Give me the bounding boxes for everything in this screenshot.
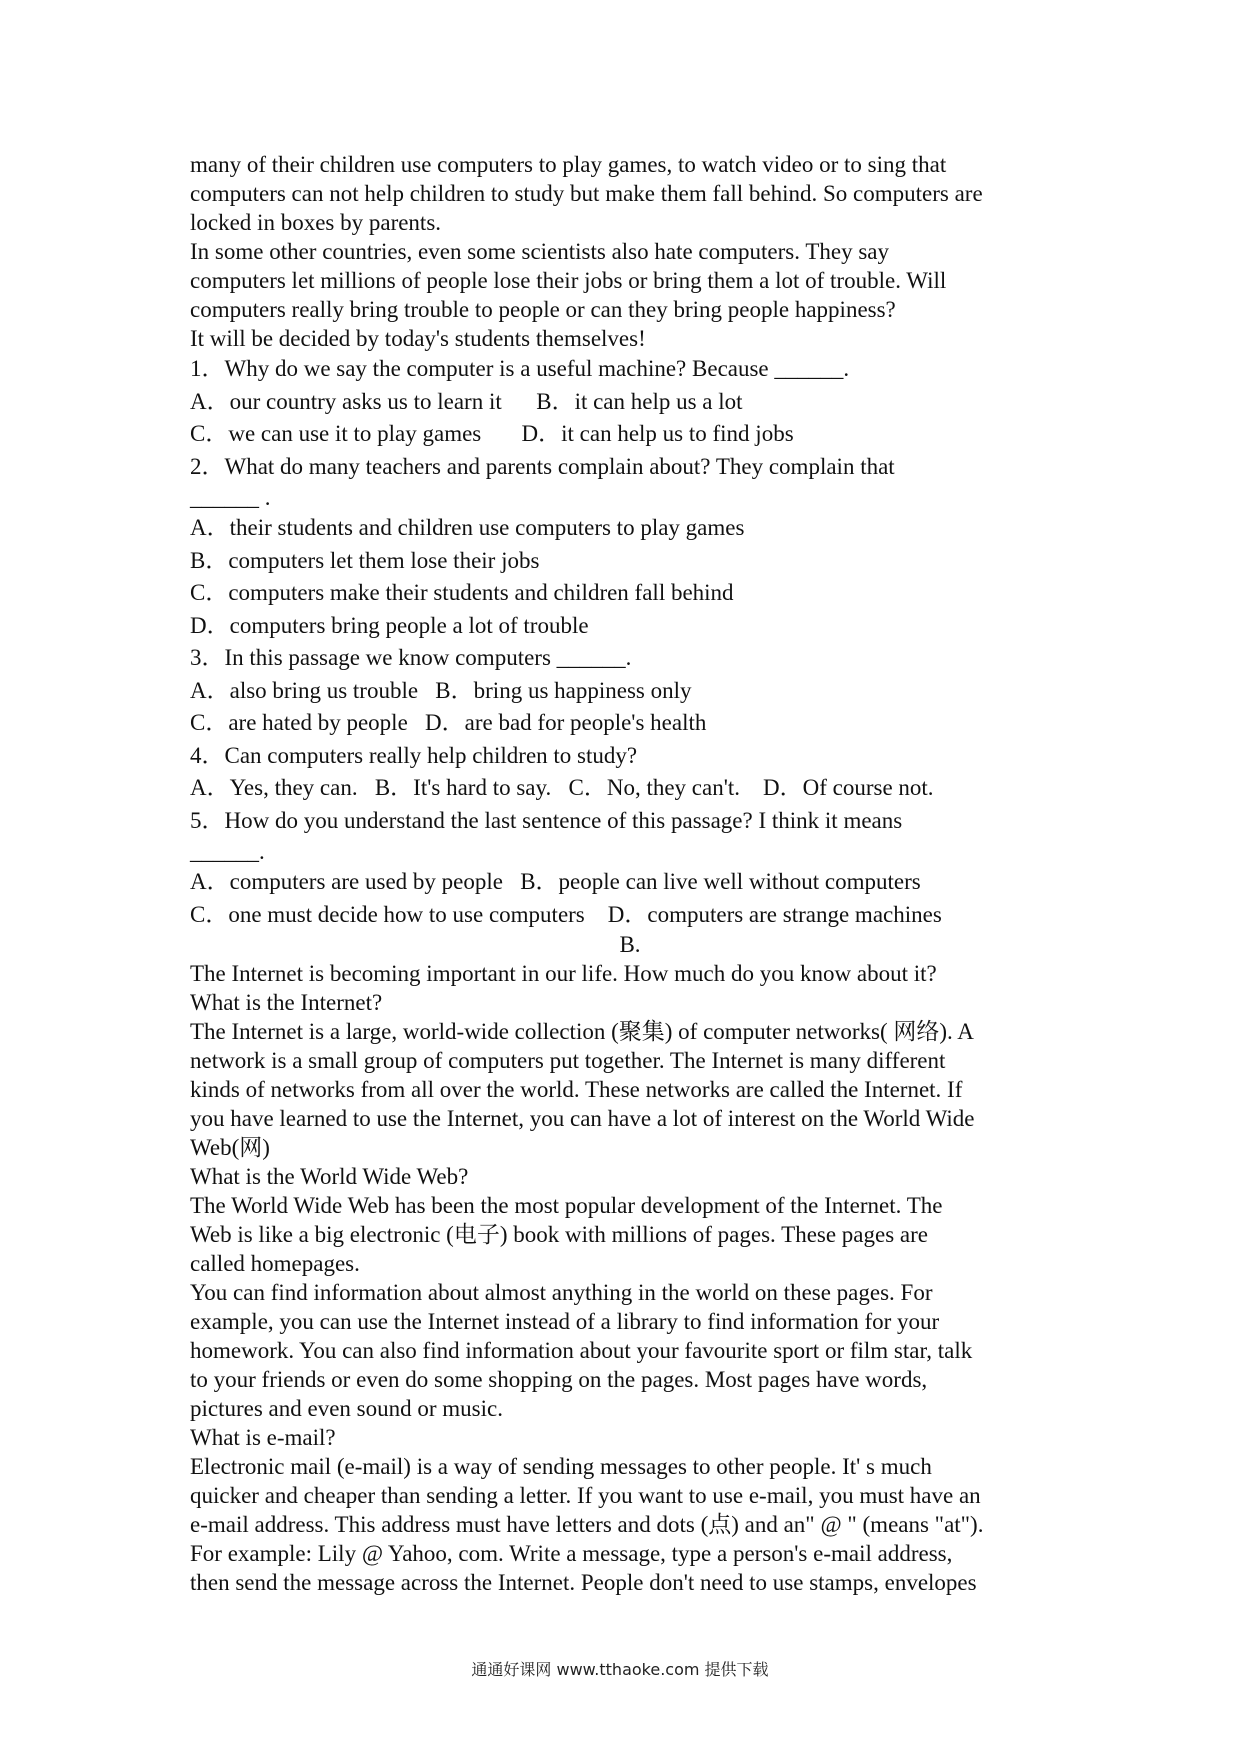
passage-b-line: to your friends or even do some shopping on the pages. Most pages have words, <box>190 1367 928 1392</box>
page-footer: 通通好课网 www.tthaoke.com 提供下载 <box>471 1660 769 1679</box>
passage-b-line: pictures and even sound or music. <box>190 1396 503 1421</box>
passage-b-line: quicker and cheaper than sending a letter. If you want to use e-mail, you must have an <box>190 1483 981 1508</box>
question-options: A．computers are used by people B．people can live well without computers <box>190 869 921 894</box>
question-options: C．one must decide how to use computers D．computers are strange machines <box>190 901 942 927</box>
passage-a-line: It will be decided by today's students themselves! <box>190 326 646 351</box>
question-option: D．computers bring people a lot of trouble <box>190 612 589 638</box>
passage-b-line: The Internet is becoming important in our life. How much do you know about it? <box>190 961 937 986</box>
passage-b <box>190 959 1070 1597</box>
passage-b-line: you have learned to use the Internet, you can have a lot of interest on the World Wide <box>190 1106 975 1131</box>
question-stem: 4．Can computers really help children to study? <box>190 742 638 768</box>
question-options: A．Yes, they can. B．It's hard to say. C．No, they can't. D．Of course not. <box>190 775 934 800</box>
passage-b-line: The Internet is a large, world-wide collection (聚集) of computer networks( 网络). A <box>190 1019 974 1044</box>
passage-b-line: called homepages. <box>190 1251 360 1276</box>
passage-b-heading: What is e-mail? <box>190 1425 336 1450</box>
question-1 <box>190 353 1070 451</box>
passage-b-heading: What is the World Wide Web? <box>190 1164 469 1189</box>
passage-b-line: For example: Lily @ Yahoo, com. Write a message, type a person's e-mail address, <box>190 1541 953 1566</box>
passage-a-line: many of their children use computers to play games, to watch video or to sing that <box>190 152 947 177</box>
question-blank: ______ . <box>190 485 271 510</box>
question-option: A．their students and children use computers to play games <box>190 515 745 540</box>
question-option: B．computers let them lose their jobs <box>190 547 540 573</box>
passage-b-line: kinds of networks from all over the world. These networks are called the Internet. If <box>190 1077 963 1102</box>
document-page <box>190 150 1070 1597</box>
passage-b-line: e-mail address. This address must have letters and dots (点) and an" @ " (means "at"). <box>190 1512 984 1537</box>
question-2 <box>190 451 1070 643</box>
question-stem: 2．What do many teachers and parents complain about? They complain that <box>190 453 895 479</box>
passage-b-heading: What is the Internet? <box>190 990 383 1015</box>
question-stem: 5．How do you understand the last sentence of this passage? I think it means <box>190 807 903 833</box>
passage-b-line: Web(网) <box>190 1135 270 1160</box>
question-5 <box>190 805 1070 932</box>
section-b-label: B. <box>619 932 641 957</box>
question-options: A．also bring us trouble B．bring us happiness only <box>190 677 692 703</box>
passage-b-line: The World Wide Web has been the most popular development of the Internet. The <box>190 1193 943 1218</box>
question-option: C．computers make their students and children fall behind <box>190 580 734 605</box>
passage-a-tail <box>190 150 1070 353</box>
question-options: C．we can use it to play games D．it can help us to find jobs <box>190 421 794 446</box>
passage-b-line: network is a small group of computers put together. The Internet is many different <box>190 1048 946 1073</box>
passage-b-line: Electronic mail (e-mail) is a way of sending messages to other people. It' s much <box>190 1454 932 1479</box>
passage-a-line: computers let millions of people lose their jobs or bring them a lot of trouble. Will <box>190 268 947 293</box>
passage-b-line: example, you can use the Internet instead of a library to find information for your <box>190 1309 940 1334</box>
passage-a-line: computers really bring trouble to people or can they bring people happiness? <box>190 297 896 322</box>
question-stem: 3．In this passage we know computers ______. <box>190 645 632 670</box>
passage-b-line: You can find information about almost anything in the world on these pages. For <box>190 1280 933 1305</box>
question-options: C．are hated by people D．are bad for people's health <box>190 710 707 735</box>
question-stem: 1．Why do we say the computer is a useful machine? Because ______. <box>190 356 850 381</box>
passage-b-line: Web is like a big electronic (电子) book with millions of pages. These pages are <box>190 1222 928 1247</box>
question-4 <box>190 740 1070 805</box>
passage-a-line: locked in boxes by parents. <box>190 210 442 235</box>
question-3 <box>190 642 1070 740</box>
passage-a-line: computers can not help children to study but make them fall behind. So computers are <box>190 181 983 206</box>
questions-section <box>190 353 1070 931</box>
passage-b-line: homework. You can also find information about your favourite sport or film star, talk <box>190 1338 973 1363</box>
question-blank: ______. <box>190 839 265 864</box>
question-options: A．our country asks us to learn it B．it can help us a lot <box>190 388 743 414</box>
passage-a-line: In some other countries, even some scientists also hate computers. They say <box>190 239 889 264</box>
passage-b-line: then send the message across the Internet. People don't need to use stamps, envelopes <box>190 1570 977 1595</box>
